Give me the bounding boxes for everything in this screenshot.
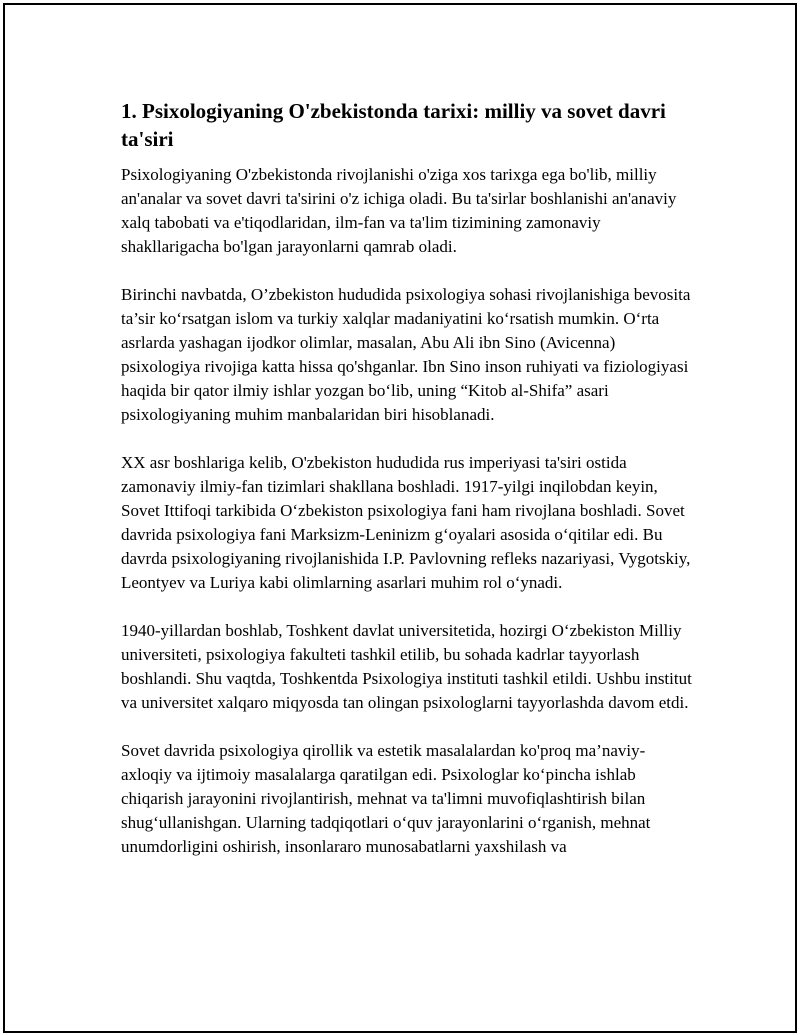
paragraph-3: XX asr boshlariga kelib, O'zbekiston hududida rus imperiyasi ta'siri ostida zamonaviy ilmiy-fan tizimlari shakllana boshladi. 1917-yilgi inqilobdan keyin, Sovet Ittifoqi tarkibida O‘zbekiston psixologiya fani ham rivojlana boshladi. Sovet davrida psixologiya fani Marksizm-Leninizm g‘oyalari asosida o‘qitilar edi. Bu davrda psixologiyaning rivojlanishida I.P. Pavlovning refleks nazariyasi, Vygotskiy, Leontyev va Luriya kabi olimlarning asarlari muhim rol o‘ynadi.	[121, 453, 691, 592]
paragraph-5: Sovet davrida psixologiya qirollik va estetik masalalardan ko'proq ma’naviy-axloqiy va ijtimoiy masalalarga qaratilgan edi. Psixologlar ko‘pincha ishlab chiqarish jarayonini rivojlantirish, mehnat va ta'limni muvofiqlashtirish bilan shug‘ullanishgan. Ularning tadqiqotlari o‘quv jarayonlarini o‘rganish, mehnat unumdorligini oshirish, insonlararo munosabatlarni yaxshilash va	[121, 741, 651, 856]
paragraph-4: 1940-yillardan boshlab, Toshkent davlat universitetida, hozirgi O‘zbekiston Milliy universiteti, psixologiya fakulteti tashkil etilib, bu sohada kadrlar tayyorlash boshlandi. Shu vaqtda, Toshkentda Psixologiya instituti tashkil etildi. Ushbu institut va universitet xalqaro miqyosda tan olingan psixologlarni tayyorlashda davom etdi.	[121, 621, 692, 712]
document-page	[3, 3, 797, 1033]
section-heading: 1. Psixologiyaning O'zbekistonda tarixi: milliy va sovet davri ta'siri	[121, 99, 666, 151]
document-body	[121, 97, 696, 883]
paragraph-2: Birinchi navbatda, O’zbekiston hududida psixologiya sohasi rivojlanishiga bevosita ta’sir ko‘rsatgan islom va turkiy xalqlar madaniyatini ko‘rsatish mumkin. O‘rta asrlarda yashagan ijodkor olimlar, masalan, Abu Ali ibn Sino (Avicenna) psixologiya rivojiga katta hissa qo'shganlar. Ibn Sino inson ruhiyati va fiziologiyasi haqida bir qator ilmiy ishlar yozgan bo‘lib, uning “Kitob al-Shifa” asari psixologiyaning muhim manbalaridan biri hisoblanadi.	[121, 285, 691, 424]
paragraph-1: Psixologiyaning O'zbekistonda rivojlanishi o'ziga xos tarixga ega bo'lib, milliy an'analar va sovet davri ta'sirini o'z ichiga oladi. Bu ta'sirlar boshlanishi an'anaviy xalq tabobati va e'tiqodlaridan, ilm-fan va ta'lim tizimining zamonaviy shakllarigacha bo'lgan jarayonlarni qamrab oladi.	[121, 165, 677, 256]
